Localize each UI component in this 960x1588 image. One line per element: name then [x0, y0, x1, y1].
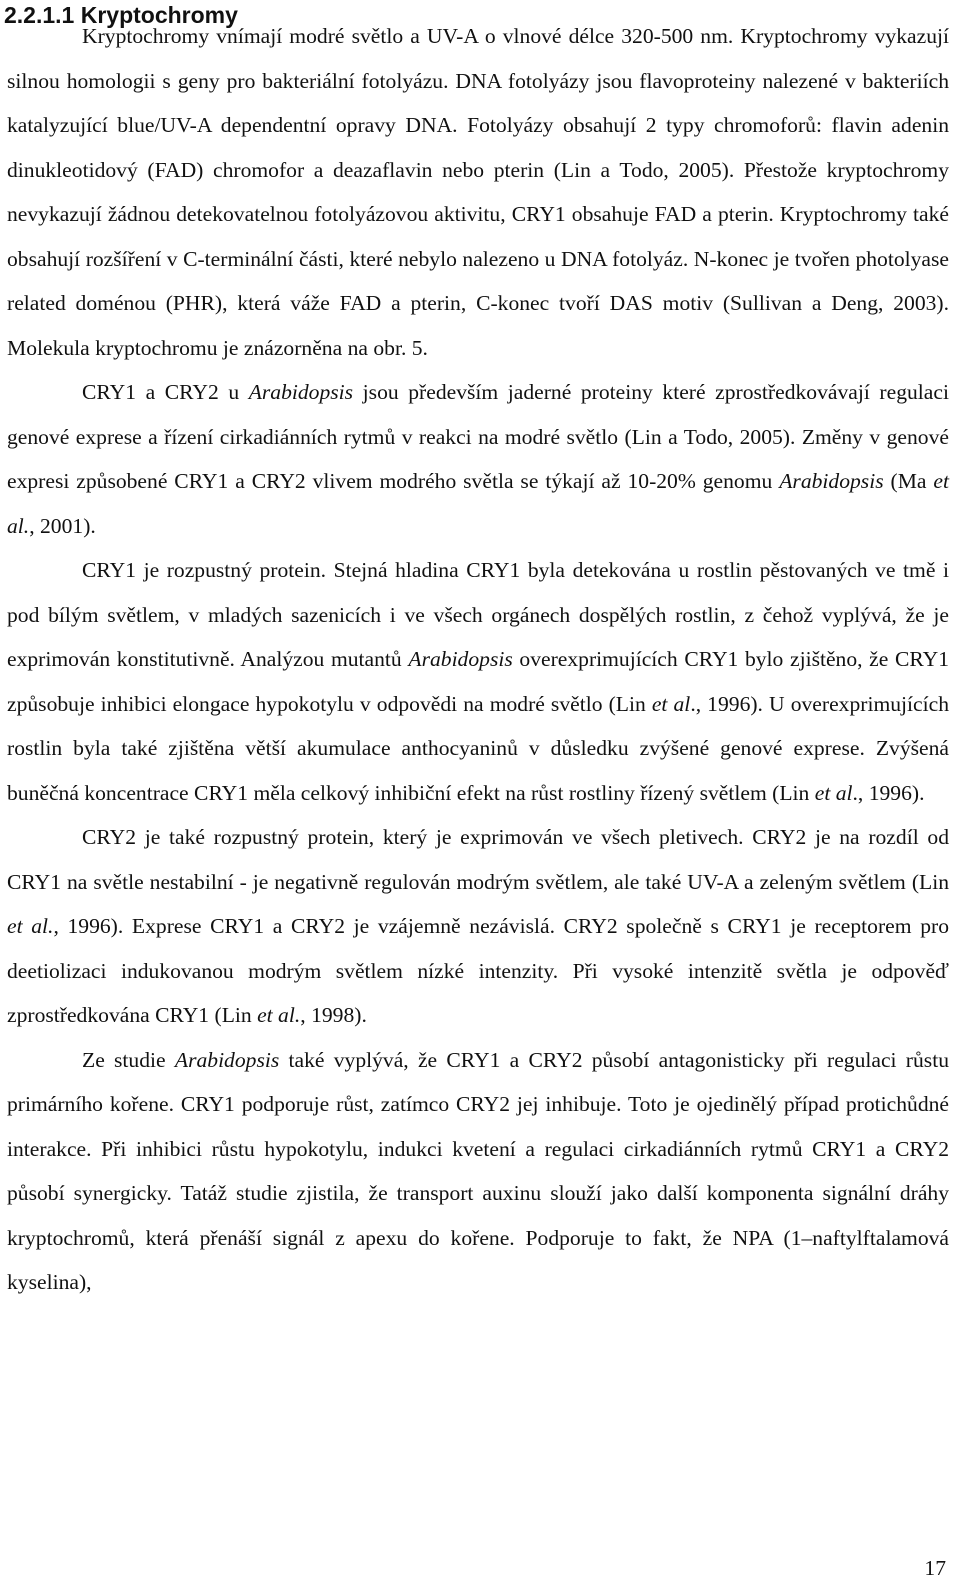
text-run: jsou především jaderné proteiny které zprostředkovávají regulaci genové exprese a řízení cirkadiánních rytmů v reakci na modré světlo (Lin a Todo, 2005). Změny v genové expresi způsobené CRY1 a CRY2 vlivem modrého světla se týkají až 10-20% genomu [7, 380, 949, 493]
italic-run: et al. [7, 914, 54, 938]
text-run: CRY1 je rozpustný protein. Stejná hladina CRY1 byla detekována u rostlin pěstovaných ve tmě i pod bílým světlem, v mladých sazenicích i ve všech orgánech dospělých rostlin, z čehož vyplývá, že je exprimován konstitutivně. Analýzou mutantů [7, 558, 949, 671]
text-run: CRY1 a CRY2 u [82, 380, 249, 404]
text-run: , 2001). [29, 513, 96, 538]
text-run: ., 1996). U overexprimujících rostlin byla také zjištěna větší akumulace anthocyaninů v důsledku zvýšené genové exprese. Zvýšená buněčná koncentrace CRY1 měla celkový inhibiční efekt na růst rostliny řízený světlem (Lin [7, 691, 949, 805]
paragraph [7, 370, 949, 548]
paragraph [7, 1038, 949, 1305]
text-run: (Ma [883, 469, 934, 493]
italic-run: Arabidopsis [248, 380, 354, 404]
paragraph [7, 548, 949, 815]
italic-run: et al. [7, 469, 950, 538]
text-run: overexprimujících CRY1 bylo zjištěno, že CRY1 způsobuje inhibici elongace hypokotylu v odpovědi na modré světlo (Lin [7, 647, 949, 716]
section-title: 2.2.1.1 Kryptochromy [4, 2, 238, 28]
italic-run: et al [814, 780, 853, 805]
paragraph [7, 14, 949, 370]
italic-run: et al [651, 691, 691, 716]
italic-run: et al. [257, 1003, 301, 1027]
italic-run: Arabidopsis [408, 647, 513, 671]
text-run: Kryptochromy vnímají modré světlo a UV-A o vlnové délce 320-500 nm. Kryptochromy vykazují silnou homologii s geny pro bakteriální fotolyázu. DNA fotolyázy jsou flavoproteiny nalezené v bakteriích katalyzující blue/UV-A dependentní opravy DNA. Fotolyázy obsahují 2 typy chromoforů: flavin adenin dinukleotidový (FAD) chromofor a deazaflavin nebo pterin (Lin a Todo, 2005). Přestože kryptochromy nevykazují žádnou detekovatelnou fotolyázovou aktivitu, CRY1 obsahuje FAD a pterin. Kryptochromy také obsahují rozšíření v C-terminální části, které nebylo nalezeno u DNA fotolyáz. N-konec je tvořen photolyase related doménou (PHR), která váže FAD a pterin, C-konec tvoří DAS motiv (Sullivan a Deng, 2003). Molekula kryptochromu je znázorněna na obr. 5. [7, 24, 949, 360]
italic-run: Arabidopsis [174, 1047, 280, 1072]
text-run: ., 1996). [852, 780, 925, 805]
text-run: Ze studie [82, 1047, 175, 1072]
italic-run: Arabidopsis [779, 469, 884, 493]
text-run: CRY2 je také rozpustný protein, který je exprimován ve všech pletivech. CRY2 je na rozdíl od CRY1 na světle nestabilní - je negativně regulován modrým světlem, ale také UV-A a zeleným světlem (Lin [7, 825, 949, 894]
page-number: 17 [924, 1556, 946, 1580]
text-run: , 1998). [300, 1003, 367, 1027]
paragraph [7, 815, 949, 1038]
text-run: také vyplývá, že CRY1 a CRY2 působí antagonisticky při regulaci růstu primárního kořene. CRY1 podporuje růst, zatímco CRY2 jej inhibuje. Toto je ojedinělý případ protichůdné interakce. Při inhibici růstu hypokotylu, indukci kvetení a regulaci cirkadiánních rytmů CRY1 a CRY2 působí synergicky. Tatáž studie zjistila, že transport auxinu slouží jako další komponenta signální dráhy kryptochromů, která přenáší signál z apexu do kořene. Podporuje to fakt, že NPA (1–naftylftalamová kyselina), [7, 1047, 949, 1294]
text-run: , 1996). Exprese CRY1 a CRY2 je vzájemně nezávislá. CRY2 společně s CRY1 je receptorem pro deetiolizaci indukovanou modrým světlem nízké intenzity. Při vysoké intenzitě světla je odpověď zprostředkována CRY1 (Lin [7, 914, 949, 1027]
body-text [7, 14, 949, 1305]
